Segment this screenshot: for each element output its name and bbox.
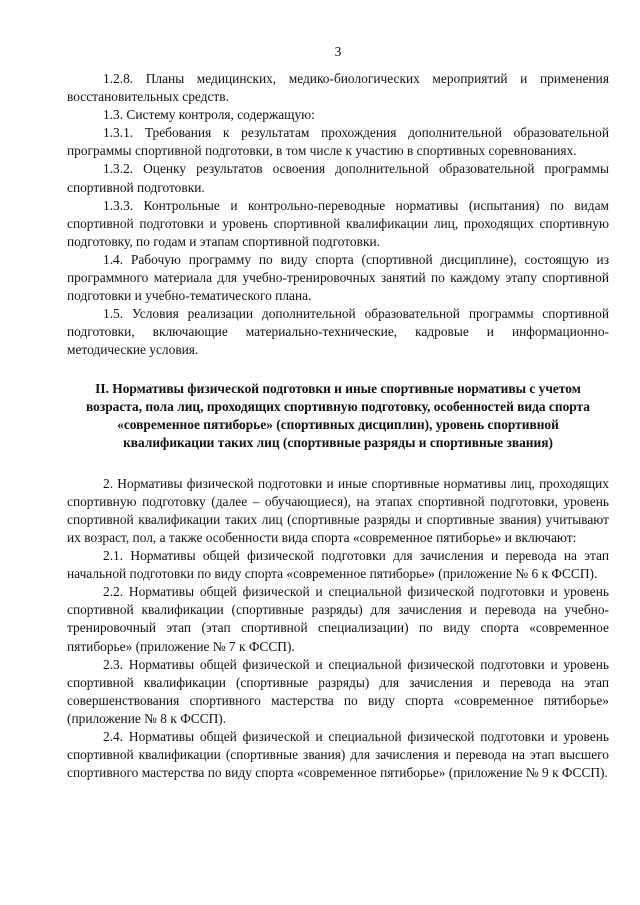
paragraph-2: 2. Нормативы физической подготовки и иные спортивные нормативы лиц, проходящих спортивную подготовку (далее – обучающиеся), на этапах спортивной подготовки, уровень спортивной квалификации таких лиц (спортивные разряды и спортивные звания) учитывают их возраст, пол, а также особенности вида спорта «современное пятиборье» и включают: — [67, 475, 609, 545]
paragraph-1-2-8: 1.2.8. Планы медицинских, медико-биологических мероприятий и применения восстановительных средств. — [67, 71, 609, 105]
paragraph-2-3: 2.3. Нормативы общей физической и специальной физической подготовки и уровень спортивной квалификации (спортивные разряды) для зачисления и перевода на этап совершенствования спортивного мастерства по виду спорта «современное пятиборье» (приложение № 8 к ФССП). — [67, 656, 609, 726]
paragraph-1-5: 1.5. Условия реализации дополнительной образовательной программы спортивной подготовки, включающие материально-технические, кадровые и информационно-методические условия. — [67, 306, 609, 358]
section-2-heading — [77, 380, 599, 453]
paragraph-1-3-2: 1.3.2. Оценку результатов освоения дополнительной образовательной программы спортивной подготовки. — [67, 161, 609, 195]
paragraph-2-4: 2.4. Нормативы общей физической и специальной физической подготовки и уровень спортивной квалификации (спортивные звания) для зачисления и перевода на этап высшего спортивного мастерства по виду спорта «современное пятиборье» (приложение № 9 к ФССП). — [67, 729, 609, 781]
page-number: 3 — [334, 44, 342, 59]
paragraph-2-2: 2.2. Нормативы общей физической и специальной физической подготовки и уровень спортивной квалификации (спортивные разряды) для зачисления и перевода на учебно-тренировочный этап (этап спортивной специализации) по виду спорта «современное пятиборье» (приложение № 7 к ФССП). — [67, 584, 609, 654]
paragraph-1-4: 1.4. Рабочую программу по виду спорта (спортивной дисциплине), состоящую из программного материала для учебно-тренировочных занятий по каждому этапу спортивной подготовки и учебно-тематического плана. — [67, 251, 609, 304]
paragraph-1-3-1: 1.3.1. Требования к результатам прохождения дополнительной образовательной программы спортивной подготовки, в том числе к участию в спортивных соревнованиях. — [67, 125, 609, 159]
section-1-body — [67, 70, 609, 360]
section-2-heading-text: II. Нормативы физической подготовки и иные спортивные нормативы с учетом возраста, пола лиц, проходящих спортивную подготовку, особенностей вида спорта «современное пятиборье» (спортивных дисциплин), уровень спортивной квалификации таких лиц (спортивные разряды и спортивные звания) — [85, 380, 590, 451]
paragraph-2-1: 2.1. Нормативы общей физической подготовки для зачисления и перевода на этап начальной подготовки по виду спорта «современное пятиборье» (приложение № 6 к ФССП). — [67, 548, 609, 582]
paragraph-1-3: 1.3. Систему контроля, содержащую: — [103, 107, 315, 123]
paragraph-1-3-3: 1.3.3. Контрольные и контрольно-переводные нормативы (испытания) по видам спортивной подготовки и уровень спортивной квалификации лиц, проходящих спортивную подготовку, по годам и этапам спортивной подготовки. — [67, 197, 609, 249]
section-2-body — [67, 475, 609, 783]
